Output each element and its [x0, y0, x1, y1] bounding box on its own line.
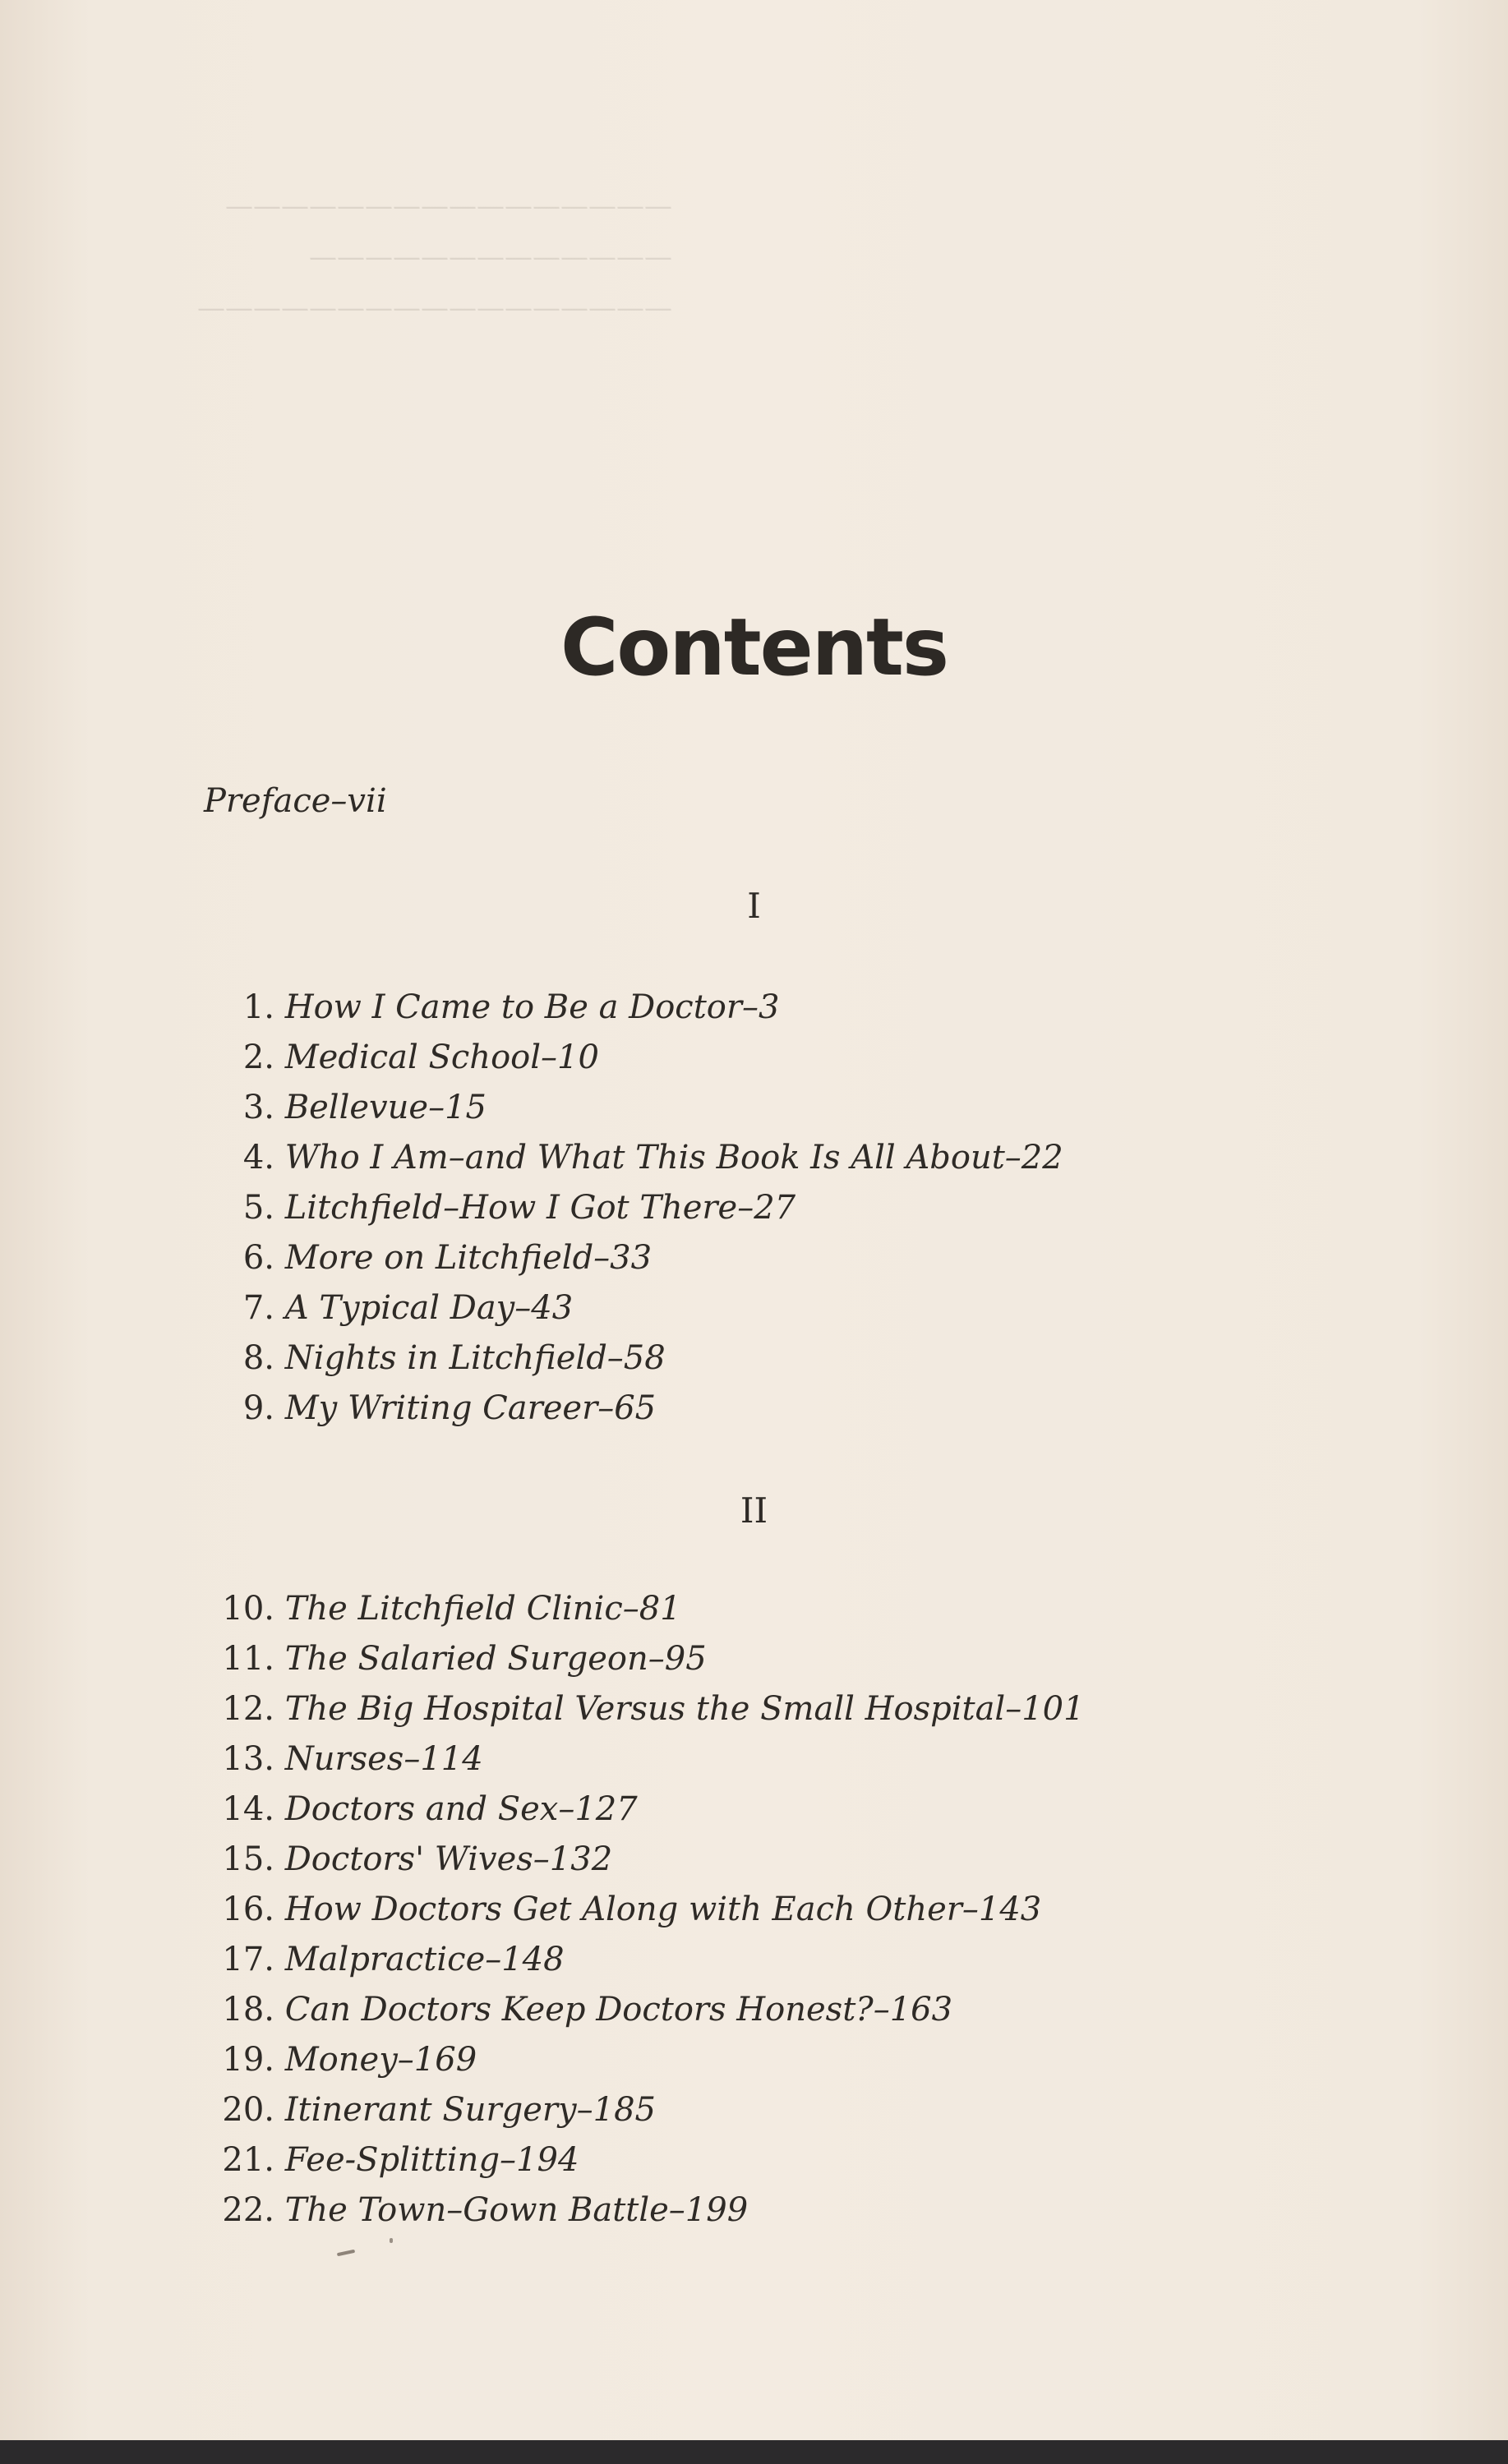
- toc-item: [204, 1885, 1085, 1935]
- chapter-title: A Typical Day–43: [284, 1289, 574, 1327]
- toc-part-2: [204, 1584, 1085, 2236]
- chapter-number: 11.: [222, 1640, 274, 1678]
- toc-item: [204, 1935, 1085, 1985]
- chapter-title: How I Came to Be a Doctor–3: [284, 988, 780, 1026]
- part-heading-2: II: [740, 1490, 768, 1531]
- toc-item: [204, 1584, 1085, 1634]
- chapter-title: Fee-Splitting–194: [284, 2141, 579, 2179]
- toc-item: [204, 1684, 1085, 1734]
- toc-item: [204, 1634, 1085, 1684]
- toc-item: [204, 1233, 1063, 1283]
- chapter-title: Nurses–114: [284, 1740, 483, 1778]
- chapter-number: 7.: [242, 1289, 274, 1327]
- chapter-number: 12.: [222, 1690, 274, 1728]
- chapter-number: 9.: [242, 1389, 274, 1427]
- toc-item: [204, 1333, 1063, 1384]
- chapter-title: Can Doctors Keep Doctors Honest?–163: [284, 1991, 953, 2029]
- toc-item: [204, 1734, 1085, 1785]
- chapter-title: How Doctors Get Along with Each Other–143: [284, 1891, 1042, 1928]
- chapter-title: The Town–Gown Battle–199: [284, 2191, 749, 2229]
- toc-item: [204, 1183, 1063, 1233]
- chapter-number: 17.: [222, 1941, 274, 1978]
- chapter-number: 4.: [242, 1139, 274, 1177]
- chapter-title: Medical School–10: [284, 1039, 599, 1076]
- show-through-text: ———————————————— ————————————— —————————————————: [197, 190, 672, 325]
- chapter-number: 1.: [242, 988, 274, 1026]
- chapter-number: 18.: [222, 1991, 274, 2029]
- chapter-title: Nights in Litchfield–58: [284, 1339, 666, 1377]
- chapter-number: 13.: [222, 1740, 274, 1778]
- chapter-title: Doctors' Wives–132: [284, 1840, 613, 1878]
- chapter-number: 19.: [222, 2041, 274, 2079]
- chapter-number: 5.: [242, 1189, 274, 1227]
- toc-item: [204, 2085, 1085, 2135]
- chapter-number: 2.: [242, 1039, 274, 1076]
- chapter-title: Itinerant Surgery–185: [284, 2091, 656, 2129]
- chapter-title: Money–169: [284, 2041, 477, 2079]
- toc-item: [204, 2185, 1085, 2236]
- toc-item: [204, 1083, 1063, 1133]
- page-bottom-edge: [0, 2440, 1508, 2464]
- toc-item: [204, 2135, 1085, 2185]
- chapter-title: Litchfield–How I Got There–27: [284, 1189, 796, 1227]
- toc-item: [204, 1033, 1063, 1083]
- toc-item: [204, 2035, 1085, 2085]
- preface-entry: Preface–vii: [204, 782, 387, 820]
- chapter-number: 8.: [242, 1339, 274, 1377]
- toc-item: [204, 983, 1063, 1033]
- chapter-title: Doctors and Sex–127: [284, 1790, 638, 1828]
- chapter-title: The Salaried Surgeon–95: [284, 1640, 707, 1678]
- toc-item: [204, 1835, 1085, 1885]
- toc-item: [204, 1283, 1063, 1333]
- chapter-number: 3.: [242, 1089, 274, 1126]
- part-heading-1: I: [747, 886, 761, 926]
- toc-item: [204, 1133, 1063, 1183]
- paper-speck: [390, 2238, 393, 2243]
- page-title: Contents: [560, 601, 948, 694]
- chapter-title: My Writing Career–65: [284, 1389, 657, 1427]
- toc-item: [204, 1985, 1085, 2035]
- toc-item: [204, 1384, 1063, 1434]
- chapter-number: 15.: [222, 1840, 274, 1878]
- chapter-number: 20.: [222, 2091, 274, 2129]
- chapter-number: 22.: [222, 2191, 274, 2229]
- toc-item: [204, 1785, 1085, 1835]
- chapter-title: The Litchfield Clinic–81: [284, 1590, 681, 1628]
- chapter-title: The Big Hospital Versus the Small Hospital–101: [284, 1690, 1085, 1728]
- toc-part-1: [204, 983, 1063, 1434]
- chapter-number: 14.: [222, 1790, 274, 1828]
- chapter-number: 21.: [222, 2141, 274, 2179]
- chapter-title: Malpractice–148: [284, 1941, 565, 1978]
- chapter-title: Who I Am–and What This Book Is All About–22: [284, 1139, 1063, 1177]
- chapter-title: More on Litchfield–33: [284, 1239, 653, 1277]
- chapter-title: Bellevue–15: [284, 1089, 487, 1126]
- chapter-number: 10.: [222, 1590, 274, 1628]
- chapter-number: 6.: [242, 1239, 274, 1277]
- chapter-number: 16.: [222, 1891, 274, 1928]
